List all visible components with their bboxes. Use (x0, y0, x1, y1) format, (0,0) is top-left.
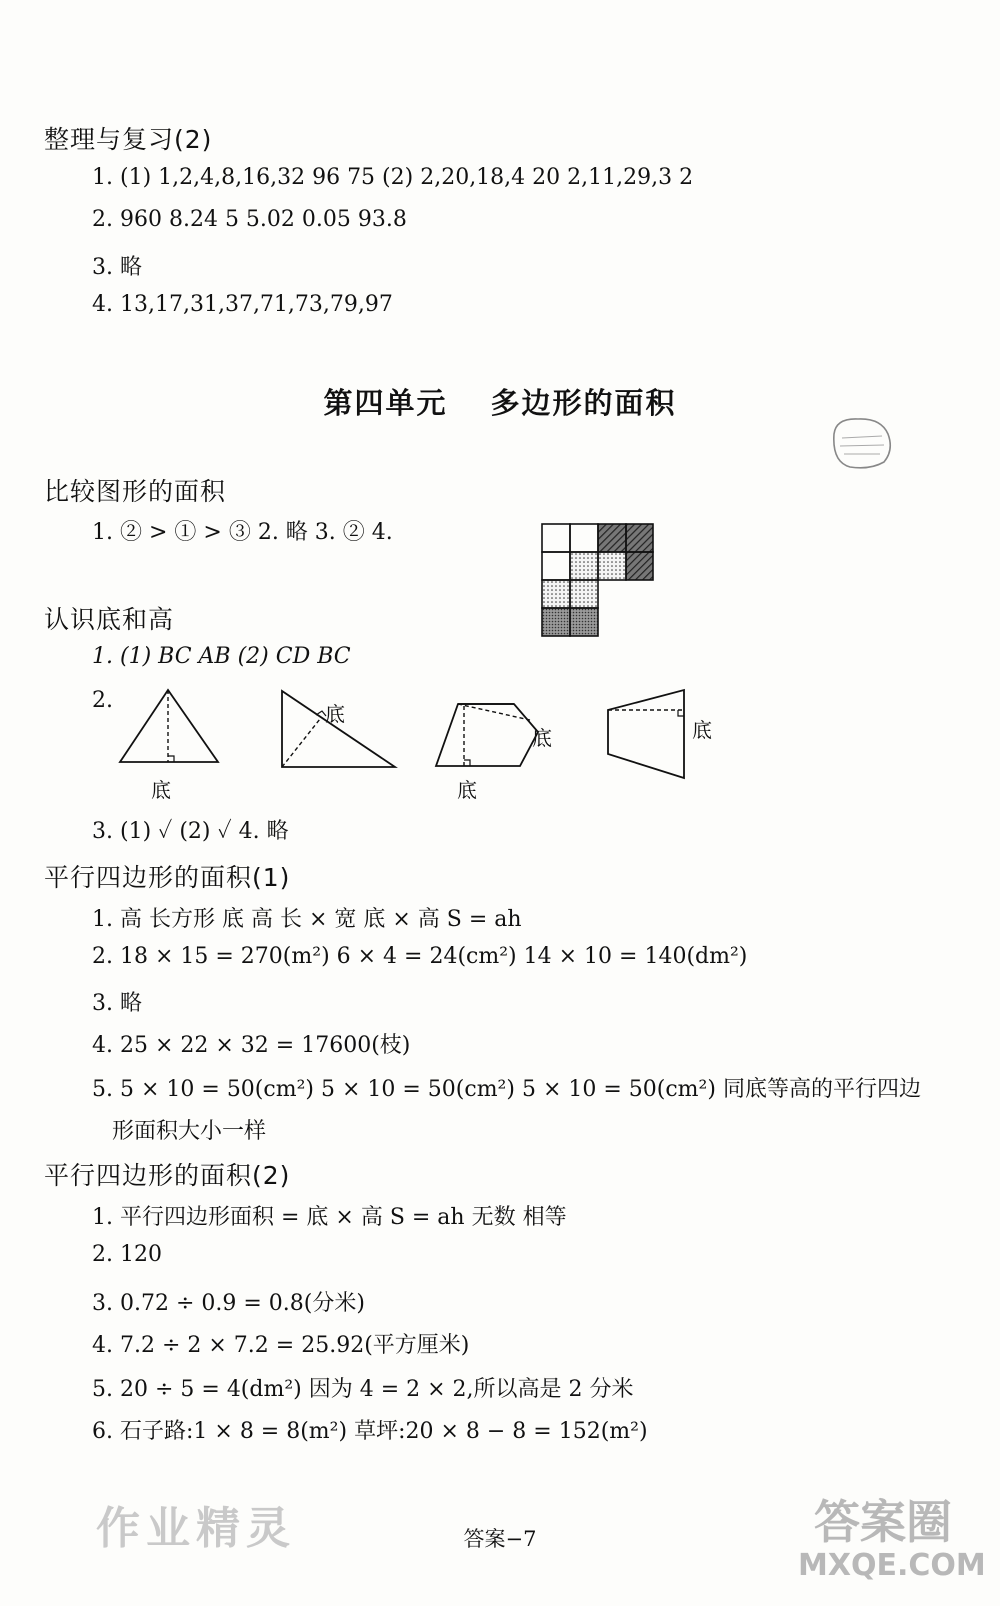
answer-line: 1. (1) BC AB (2) CD BC (92, 644, 351, 669)
answer-line: 2. 120 (92, 1242, 162, 1267)
trapezoid-figure (606, 688, 688, 780)
stamp-seal (826, 414, 896, 472)
answer-line: 5. 20 ÷ 5 = 4(dm²) 因为 4 = 2 × 2,所以高是 2 分米 (92, 1377, 634, 1402)
watermark-right: 答案圈 (814, 1495, 952, 1549)
answer-line: 5. 5 × 10 = 50(cm²) 5 × 10 = 50(cm²) 5 × 10 = 50(cm²) 同底等高的平行四边 (92, 1077, 921, 1102)
answer-line: 6. 石子路:1 × 8 = 8(m²) 草坪:20 × 8 − 8 = 152(m²) (92, 1419, 648, 1444)
answer-line: 2. 960 8.24 5 5.02 0.05 93.8 (92, 207, 407, 232)
question-number: 2. (92, 688, 113, 713)
answer-line: 3. (1) ✓ (2) ✓ 4. 略 (92, 819, 289, 844)
base-label: 底 (532, 726, 552, 750)
section-heading-parallelogram-2: 平行四边形的面积(2) (44, 1161, 291, 1190)
answer-line: 3. 略 (92, 255, 142, 280)
answer-line: 1. (1) 1,2,4,8,16,32 96 75 (2) 2,20,18,4 20 2,11,29,3 2 (92, 165, 694, 190)
answer-line: 4. 13,17,31,37,71,73,79,97 (92, 292, 393, 317)
answer-line: 形面积大小一样 (112, 1119, 267, 1144)
section-heading-parallelogram-1: 平行四边形的面积(1) (44, 863, 291, 892)
answer-line: 1. 平行四边形面积 = 底 × 高 S = ah 无数 相等 (92, 1205, 567, 1230)
base-label: 底 (151, 778, 171, 802)
answer-line: 4. 7.2 ÷ 2 × 7.2 = 25.92(平方厘米) (92, 1333, 470, 1358)
answer-line: 1. 高 长方形 底 高 长 × 宽 底 × 高 S = ah (92, 907, 522, 932)
base-label: 底 (692, 718, 712, 742)
section-heading-base-height: 认识底和高 (44, 605, 175, 634)
watermark-url: MXQE.COM (798, 1548, 986, 1583)
answer-line: 3. 略 (92, 991, 142, 1016)
base-label: 底 (457, 778, 477, 802)
section-heading-review: 整理与复习(2) (44, 125, 213, 154)
triangle-figure (118, 688, 222, 764)
section-heading-compare: 比较图形的面积 (44, 477, 227, 506)
unit-title: 第四单元 多边形的面积 (323, 386, 677, 420)
parallelogram-figure (434, 702, 542, 768)
page-number: 答案−7 (463, 1527, 537, 1551)
watermark-left: 作业精灵 (96, 1503, 296, 1554)
base-label: 底 (325, 702, 345, 726)
answer-line: 4. 25 × 22 × 32 = 17600(枝) (92, 1033, 411, 1058)
answer-line: 2. 18 × 15 = 270(m²) 6 × 4 = 24(cm²) 14 × 10 = 140(dm²) (92, 944, 748, 969)
answer-line: 1. ② > ① > ③ 2. 略 3. ② 4. (92, 520, 393, 545)
answer-line: 3. 0.72 ÷ 0.9 = 0.8(分米) (92, 1291, 365, 1316)
grid-figure (542, 524, 654, 636)
